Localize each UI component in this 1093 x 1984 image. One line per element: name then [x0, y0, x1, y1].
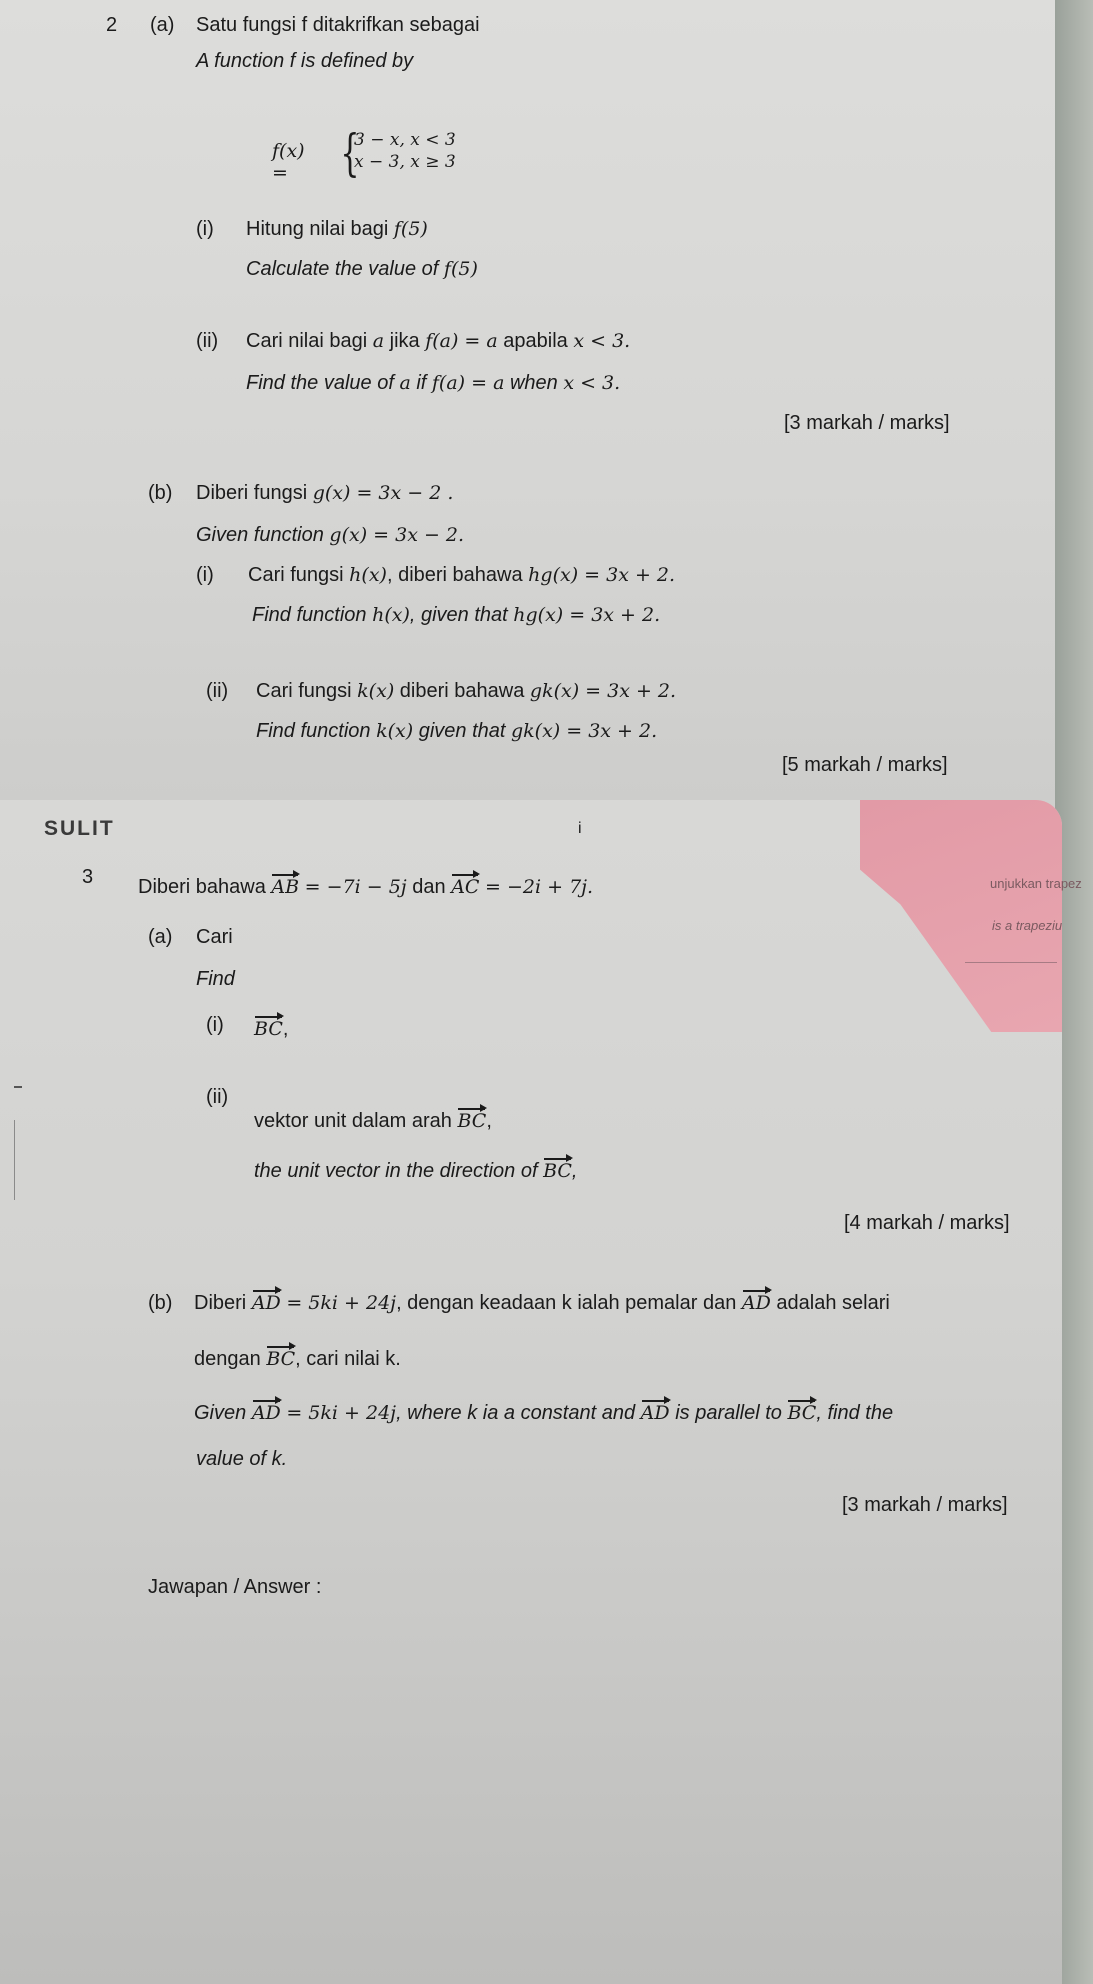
function-name: f(x) =: [272, 140, 305, 184]
q2bi-ms-math: hg(x) = 3x + 2.: [528, 564, 676, 586]
q2a-text-ms: Satu fungsi f ditakrifkan sebagai: [196, 14, 480, 36]
q2a-marks: [3 markah / marks]: [784, 412, 950, 434]
q3b-en-vector-AD: AD: [251, 1402, 281, 1424]
q2bi-ms-1: Cari fungsi: [248, 564, 344, 586]
q3b-en-vector-AD-ref: AD: [640, 1402, 670, 1424]
pink-flap-text-2: is a trapeziu: [992, 918, 1063, 933]
margin-mark: [14, 1086, 22, 1088]
q2aii-ms-a: a: [372, 330, 385, 352]
q2aii-ms-1: Cari nilai bagi: [246, 330, 368, 352]
q2aii-en-1: Find the value of: [246, 372, 394, 394]
q2bii-ms-2: diberi bahawa: [399, 680, 525, 702]
q2bi-en-h: h(x): [372, 604, 410, 626]
q3b-marks: [3 markah / marks]: [842, 1494, 1008, 1516]
q3aii-label: (ii): [206, 1086, 229, 1108]
q2bi-text-en: [252, 604, 660, 627]
q2b-ms-words: Diberi fungsi: [196, 482, 308, 504]
q2aii-ms-cond: x < 3.: [573, 330, 631, 352]
q3aii-ms-comma: ,: [486, 1110, 492, 1132]
question-2-number: 2: [106, 14, 118, 36]
q2bii-ms-k: k(x): [357, 680, 395, 702]
vector-BC: BC: [254, 1018, 283, 1040]
q3ai-comma: ,: [282, 1018, 289, 1040]
margin-line: [14, 1120, 15, 1200]
vector-AC: AC: [451, 876, 480, 898]
q3b-ms-4: dengan: [194, 1348, 261, 1370]
q3-stem-words: Diberi bahawa: [138, 876, 266, 898]
q3b-en-value: = 5ki + 24j: [286, 1402, 397, 1424]
q2aii-en-math: f(a) = a: [431, 372, 505, 394]
q3b-label: (b): [148, 1292, 173, 1314]
q3aii-text-ms: [254, 1110, 492, 1133]
worksheet-page-bottom: [0, 800, 1062, 1984]
q2aii-en-2: if: [416, 372, 427, 394]
vector-AD: AD: [251, 1292, 281, 1314]
answer-label: Jawapan / Answer :: [148, 1576, 322, 1598]
q2bii-en-1: Find function: [256, 720, 371, 742]
case-2: x − 3, x ≥ 3: [354, 152, 456, 172]
q2ai-ms-math: f(5): [393, 218, 428, 240]
q3a-label: (a): [148, 926, 173, 948]
q3a-text-en: Find: [196, 968, 235, 990]
q2aii-en-cond: x < 3.: [563, 372, 621, 394]
q2ai-text-en: [246, 258, 478, 281]
q2bii-ms-1: Cari fungsi: [256, 680, 352, 702]
q2b-marks: [5 markah / marks]: [782, 754, 948, 776]
q2aii-ms-math: f(a) = a: [425, 330, 498, 352]
q2bii-ms-math: gk(x) = 3x + 2.: [529, 680, 677, 702]
vector-AB-value: = −7i − 5j: [304, 876, 407, 898]
q3b-en-1: Given: [194, 1402, 247, 1424]
q2aii-ms-3: apabila: [503, 330, 568, 352]
q2bi-text-ms: [248, 564, 675, 587]
q3b-text-ms-line1: [194, 1292, 890, 1315]
q3b-en-2: , where k ia a constant and: [396, 1402, 636, 1424]
q2aii-ms-2: jika: [389, 330, 420, 352]
q2bii-en-k: k(x): [376, 720, 414, 742]
q3b-ms-2: , dengan keadaan k ialah pemalar dan: [396, 1292, 737, 1314]
q2bi-en-math: hg(x) = 3x + 2.: [513, 604, 661, 626]
q2bi-en-1: Find function: [252, 604, 367, 626]
vector-AC-value: = −2i + 7j.: [485, 876, 594, 898]
q2b-label: (b): [148, 482, 173, 504]
q3b-text-en-line1: [194, 1402, 893, 1425]
q2aii-label: (ii): [196, 330, 219, 352]
q3-stem-dan: dan: [412, 876, 446, 898]
case-1: 3 − x, x < 3: [354, 130, 456, 150]
vector-AD-ref: AD: [741, 1292, 771, 1314]
q3aii-ms-words: vektor unit dalam arah: [254, 1110, 452, 1132]
q3aii-en-vector: BC: [543, 1160, 572, 1182]
question-3-number: 3: [82, 866, 94, 888]
q2bii-text-ms: [256, 680, 676, 703]
q3b-ms-5: , cari nilai k.: [295, 1348, 401, 1370]
page-mark: i: [578, 820, 582, 837]
q3aii-en-words: the unit vector in the direction of: [254, 1160, 538, 1182]
q3-stem: [138, 876, 593, 899]
q2bi-label: (i): [196, 564, 214, 586]
q2aii-en-a: a: [399, 372, 411, 394]
q2aii-text-ms: [246, 330, 630, 353]
q3b-ms-1: Diberi: [194, 1292, 247, 1314]
q2ai-en-words: Calculate the value of: [246, 258, 439, 280]
q2b-text-ms: [196, 482, 453, 505]
q2b-en-words: Given function: [196, 524, 324, 546]
q3b-text-en-line2: value of k.: [196, 1448, 288, 1470]
pink-flap-text-1: unjukkan trapez: [990, 876, 1082, 891]
pink-flap-rule: [965, 962, 1057, 963]
q2bii-en-2: given that: [418, 720, 506, 742]
vector-AD-value: = 5ki + 24j: [286, 1292, 397, 1314]
q3b-text-ms-line2: [194, 1348, 401, 1371]
q2ai-text-ms: [246, 218, 428, 241]
q3a-text-ms: Cari: [196, 926, 233, 948]
q2b-en-math: g(x) = 3x − 2.: [329, 524, 465, 546]
q3ai-text: [254, 1018, 288, 1041]
q3aii-text-en: [254, 1160, 577, 1183]
q2a-label: (a): [150, 14, 175, 36]
q2b-text-en: [196, 524, 464, 547]
q2ai-ms-words: Hitung nilai bagi: [246, 218, 389, 240]
q2aii-en-3: when: [509, 372, 558, 394]
q3b-ms-3: adalah selari: [776, 1292, 890, 1314]
q2bii-text-en: [256, 720, 657, 743]
q2bii-en-math: gk(x) = 3x + 2.: [511, 720, 658, 742]
q3aii-en-comma: ,: [571, 1160, 578, 1182]
q3b-en-4: , find the: [816, 1402, 894, 1424]
q2ai-en-math: f(5): [443, 258, 478, 280]
q2b-ms-math: g(x) = 3x − 2 .: [312, 482, 454, 504]
q3b-en-3: is parallel to: [675, 1402, 782, 1424]
confidential-header: SULIT: [44, 817, 115, 840]
q2aii-text-en: [246, 372, 620, 395]
q2bi-ms-h: h(x): [349, 564, 387, 586]
q3a-marks: [4 markah / marks]: [844, 1212, 1010, 1234]
brace-symbol: {: [340, 124, 360, 182]
q3ai-label: (i): [206, 1014, 224, 1036]
q2a-text-en: A function f is defined by: [196, 50, 414, 72]
q2bii-label: (ii): [206, 680, 229, 702]
q3b-ms-vector-BC: BC: [266, 1348, 296, 1370]
q2ai-label: (i): [196, 218, 214, 240]
vector-AB: AB: [271, 876, 300, 898]
q3aii-ms-vector: BC: [457, 1110, 487, 1132]
q2bi-ms-2: , diberi bahawa: [386, 564, 523, 586]
q2bi-en-2: , given that: [409, 604, 508, 626]
q3b-en-vector-BC: BC: [787, 1402, 817, 1424]
